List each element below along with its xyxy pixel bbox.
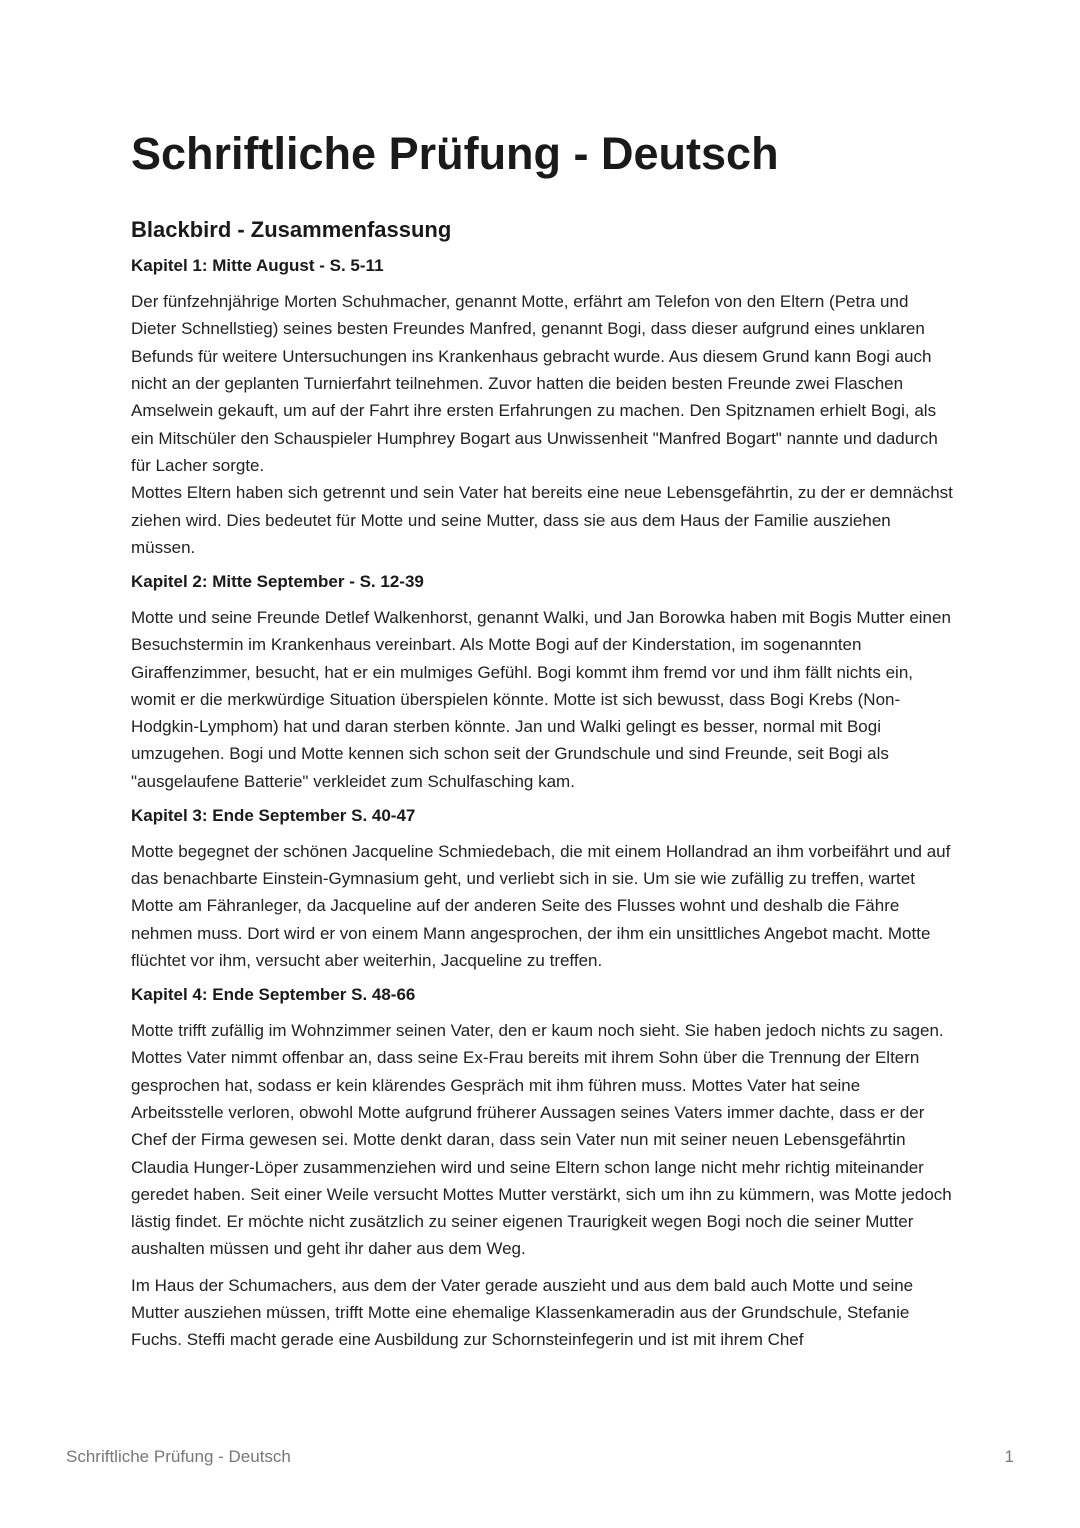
chapter-heading: Kapitel 4: Ende September S. 48-66: [131, 985, 416, 1005]
chapter-paragraph: Motte begegnet der schönen Jacqueline Schmiedebach, die mit einem Hollandrad an ihm vorbeifährt und auf das benachbarte Einstein-Gymnasium geht, und verliebt sich in sie. Um sie wie zufällig zu treffen, wartet Motte am Fähranleger, da Jacqueline auf der anderen Seite des Flusses wohnt und deshalb die Fähre nehmen muss. Dort wird er von einem Mann angesprochen, der ihm ein unsittliches Angebot macht. Motte flüchtet vor ihm, versucht aber weiterhin, Jacqueline zu treffen.: [131, 841, 951, 970]
chapter-paragraph: Motte und seine Freunde Detlef Walkenhorst, genannt Walki, und Jan Borowka haben mit Bogis Mutter einen Besuchstermin im Krankenhaus vereinbart. Als Motte Bogi auf der Kinderstation, im sogenannten Giraffenzimmer, besucht, hat er ein mulmiges Gefühl. Bogi kommt ihm fremd vor und ihm fällt nichts ein, womit er die merkwürdige Situation überspielen könnte. Motte ist sich bewusst, dass Bogi Krebs (Non-Hodgkin-Lymphom) hat und daran sterben könnte. Jan und Walki gelingt es besser, normal mit Bogi umzugehen. Bogi und Motte kennen sich schon seit der Grundschule und sind Freunde, seit Bogi als "ausgelaufene Batterie" verkleidet zum Schulfasching kam.: [131, 607, 951, 791]
footer-page-number: 1: [1004, 1447, 1014, 1466]
document-body: [131, 128, 953, 1363]
chapter-3: [131, 804, 953, 974]
section-heading: Blackbird - Zusammenfassung: [131, 216, 452, 242]
footer-title: Schriftliche Prüfung - Deutsch: [66, 1447, 291, 1466]
chapter-2: [131, 570, 953, 795]
chapter-heading: Kapitel 1: Mitte August - S. 5-11: [131, 256, 384, 276]
chapter-paragraph: Mottes Eltern haben sich getrennt und sein Vater hat bereits eine neue Lebensgefährtin, zu der er demnächst ziehen wird. Dies bedeutet für Motte und seine Mutter, dass sie aus dem Haus der Familie ausziehen müssen.: [131, 483, 953, 557]
chapter-heading: Kapitel 2: Mitte September - S. 12-39: [131, 572, 424, 592]
chapter-paragraph: Motte trifft zufällig im Wohnzimmer seinen Vater, den er kaum noch sieht. Sie haben jedoch nichts zu sagen. Mottes Vater nimmt offenbar an, dass seine Ex-Frau bereits mit ihrem Sohn über die Trennung der Eltern gesprochen hat, sodass er kein klärendes Gespräch mit ihm führen muss. Mottes Vater hat seine Arbeitsstelle verloren, obwohl Motte aufgrund früherer Aussagen seines Vaters immer dachte, dass er der Chef der Firma gewesen sei. Motte denkt daran, dass sein Vater nun mit seiner neuen Lebensgefährtin Claudia Hunger-Löper zusammenziehen wird und seine Eltern schon lange nicht mehr richtig miteinander geredet haben. Seit einer Weile versucht Mottes Mutter verstärkt, sich um ihn zu kümmern, was Motte jedoch lästig findet. Er möchte nicht zusätzlich zu seiner eigenen Traurigkeit wegen Bogi noch die seiner Mutter aushalten müssen und geht ihr daher aus dem Weg.: [131, 1021, 952, 1259]
chapter-1: [131, 254, 953, 561]
chapter-paragraph: Im Haus der Schumachers, aus dem der Vater gerade auszieht und aus dem bald auch Motte und seine Mutter ausziehen müssen, trifft Motte eine ehemalige Klassenkameradin aus der Grundschule, Stefanie Fuchs. Steffi macht gerade eine Ausbildung zur Schornsteinfegerin und ist mit ihrem Chef: [131, 1275, 914, 1350]
chapter-paragraph: Der fünfzehnjährige Morten Schuhmacher, genannt Motte, erfährt am Telefon von den Eltern (Petra und Dieter Schnellstieg) seines besten Freundes Manfred, genannt Bogi, dass dieser aufgrund eines unklaren Befunds für weitere Untersuchungen ins Krankenhaus gebracht wurde. Aus diesem Grund kann Bogi auch nicht an der geplanten Turnierfahrt teilnehmen. Zuvor hatten die beiden besten Freunde zwei Flaschen Amselwein gekauft, um auf der Fahrt ihre ersten Erfahrungen zu machen. Den Spitznamen erhielt Bogi, als ein Mitschüler den Schauspieler Humphrey Bogart aus Unwissenheit "Manfred Bogart" nannte und dadurch für Lacher sorgte.: [131, 292, 938, 475]
document-title: Schriftliche Prüfung - Deutsch: [131, 128, 779, 179]
chapter-heading: Kapitel 3: Ende September S. 40-47: [131, 805, 416, 825]
chapter-4: [131, 983, 953, 1353]
